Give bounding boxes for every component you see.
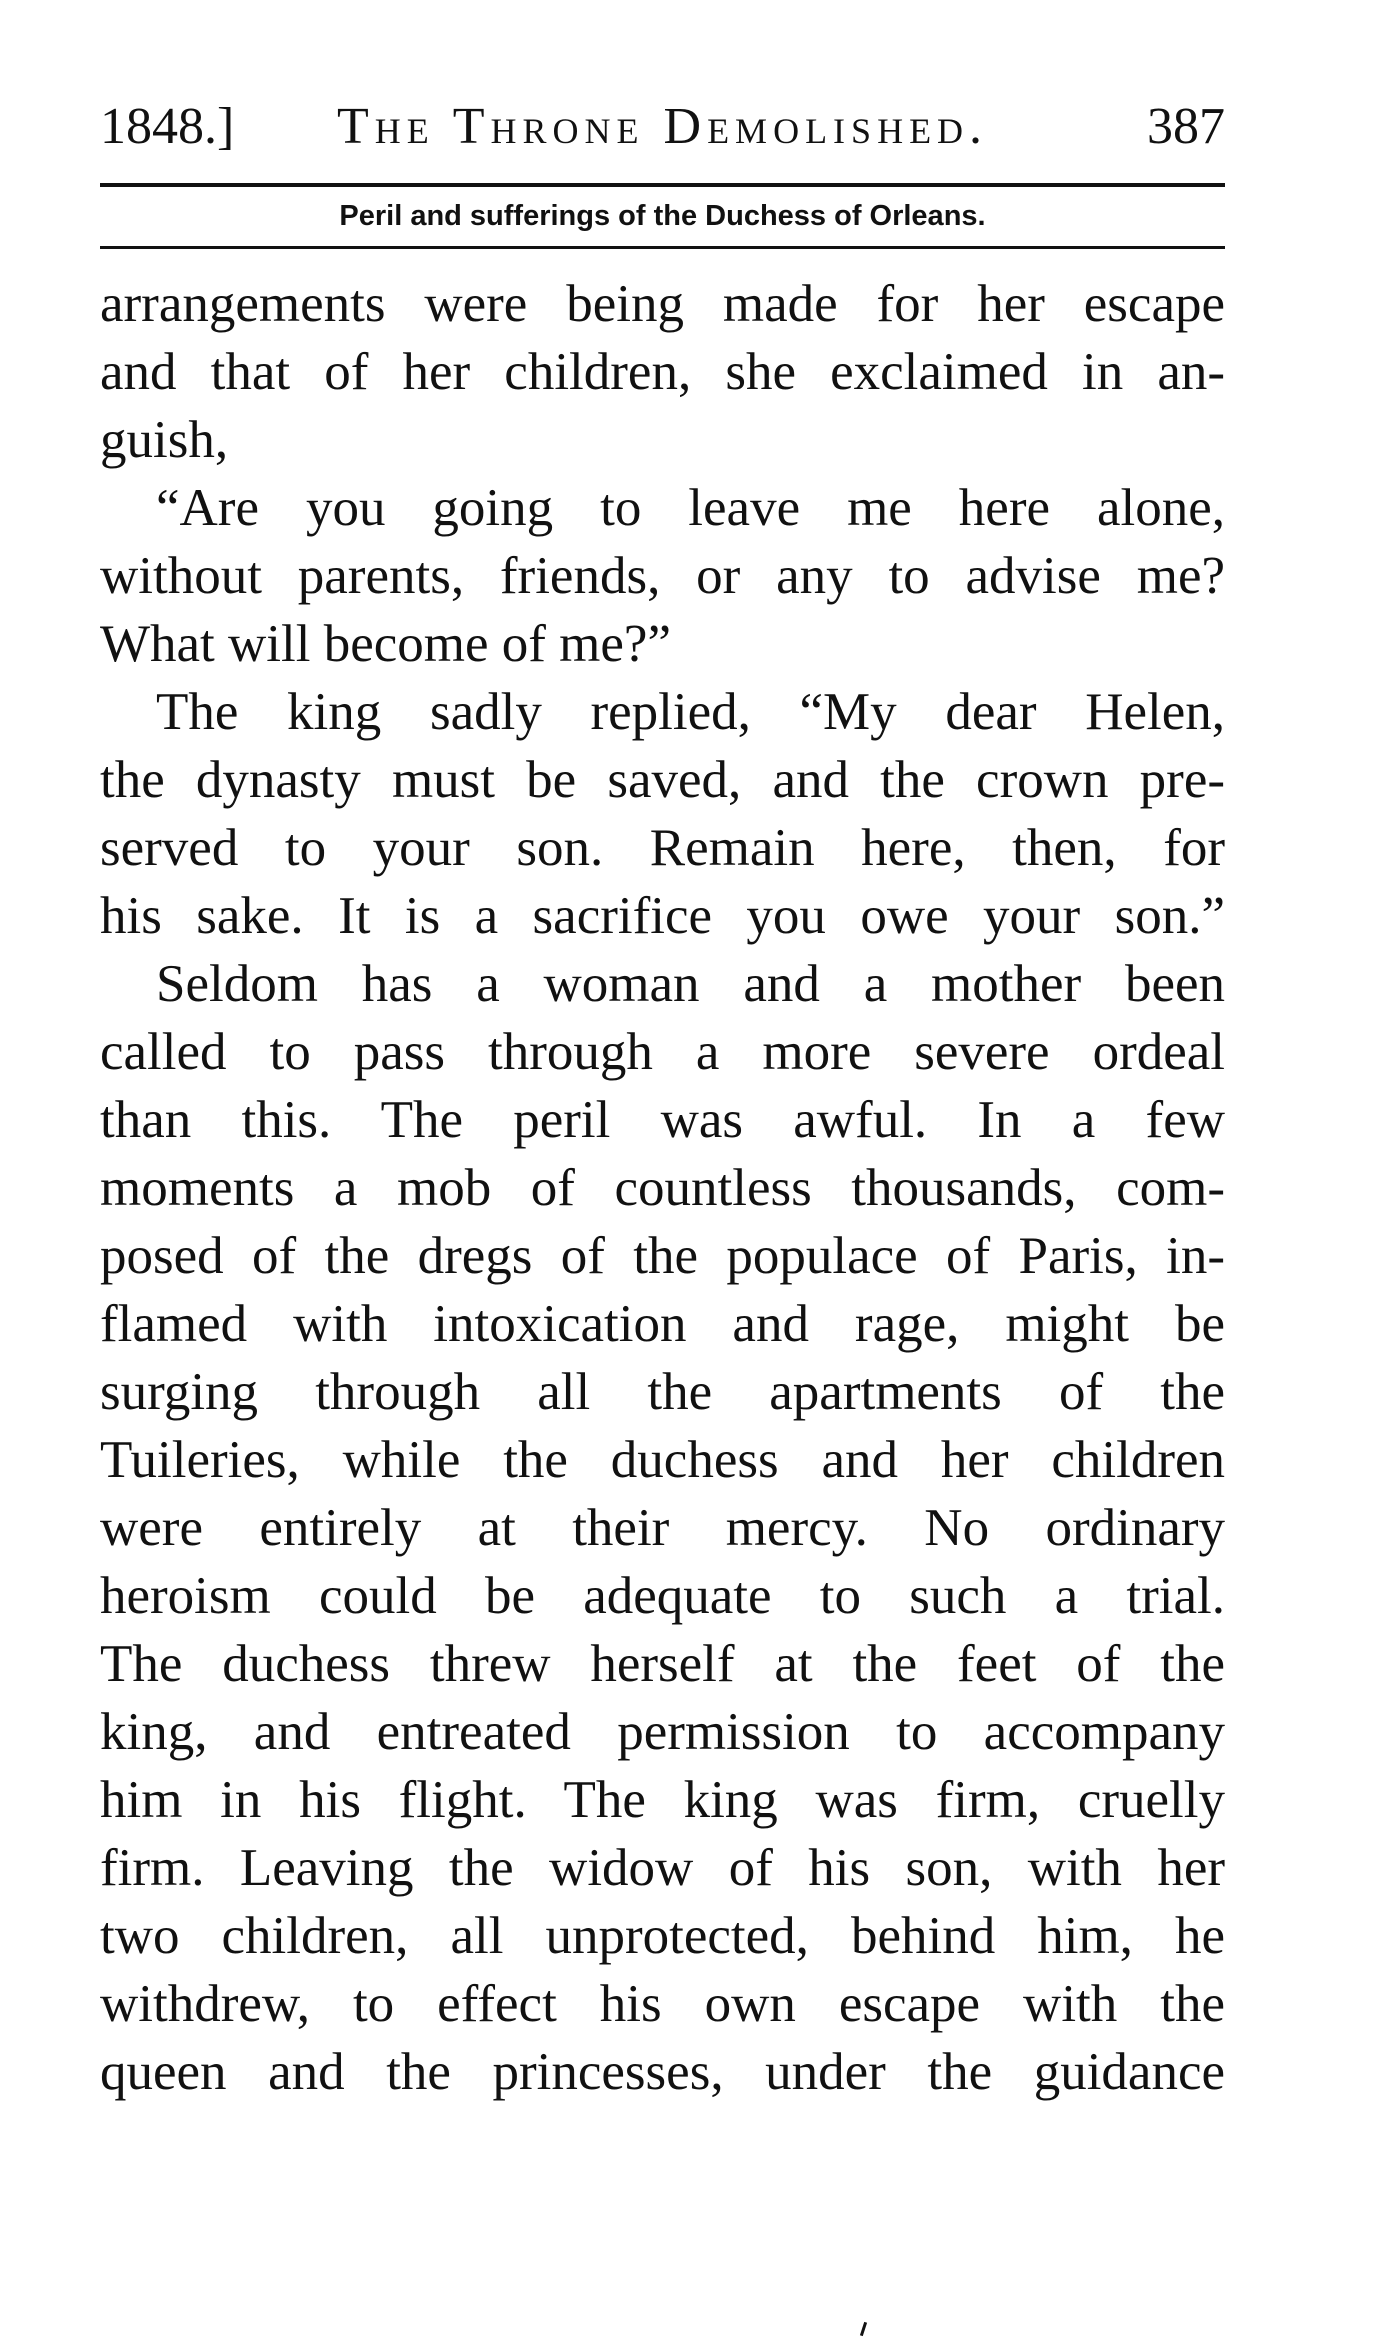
text-line: than this. The peril was awful. In a few bbox=[100, 1091, 1225, 1149]
text-line: Tuileries, while the duchess and her children bbox=[100, 1431, 1225, 1489]
header-title: The Throne Demolished. bbox=[336, 98, 989, 155]
header-year: 1848.] bbox=[100, 98, 235, 155]
text-line: moments a mob of countless thousands, com- bbox=[100, 1159, 1225, 1217]
text-line: flamed with intoxication and rage, might be bbox=[100, 1295, 1225, 1353]
text-line: queen and the princesses, under the guidance bbox=[100, 2043, 1225, 2101]
text-line: called to pass through a more severe ordeal bbox=[100, 1023, 1225, 1081]
header-rule-top bbox=[100, 183, 1225, 187]
text-line: were entirely at their mercy. No ordinary bbox=[100, 1499, 1225, 1557]
text-line: surging through all the apartments of the bbox=[100, 1363, 1225, 1421]
text-line: arrangements were being made for her escape bbox=[100, 275, 1225, 333]
text-line: and that of her children, she exclaimed in an- bbox=[100, 343, 1225, 401]
text-line: “Are you going to leave me here alone, bbox=[156, 479, 1225, 537]
text-line: posed of the dregs of the populace of Paris, in- bbox=[100, 1227, 1225, 1285]
text-line: Seldom has a woman and a mother been bbox=[156, 955, 1225, 1013]
running-head bbox=[100, 92, 1225, 162]
text-line: the dynasty must be saved, and the crown pre- bbox=[100, 751, 1225, 809]
text-line: heroism could be adequate to such a trial. bbox=[100, 1567, 1225, 1625]
body-text bbox=[100, 270, 1225, 2106]
header-rule-bottom bbox=[100, 246, 1225, 249]
text-line: without parents, friends, or any to advise me? bbox=[100, 547, 1225, 605]
text-line: guish, bbox=[100, 411, 229, 469]
text-line: What will become of me?” bbox=[100, 615, 671, 673]
print-speck bbox=[860, 2322, 867, 2336]
section-subtitle: Peril and sufferings of the Duchess of Orleans. bbox=[339, 200, 986, 232]
text-line: his sake. It is a sacrifice you owe your son.” bbox=[100, 887, 1225, 945]
text-line: served to your son. Remain here, then, for bbox=[100, 819, 1225, 877]
text-line: firm. Leaving the widow of his son, with her bbox=[100, 1839, 1225, 1897]
page-number: 387 bbox=[1147, 98, 1225, 155]
text-line: The duchess threw herself at the feet of the bbox=[100, 1635, 1225, 1693]
text-line: him in his flight. The king was firm, cruelly bbox=[100, 1771, 1225, 1829]
text-line: The king sadly replied, “My dear Helen, bbox=[156, 683, 1225, 741]
text-line: withdrew, to effect his own escape with the bbox=[100, 1975, 1225, 2033]
text-line: king, and entreated permission to accompany bbox=[100, 1703, 1225, 1761]
text-line: two children, all unprotected, behind him, he bbox=[100, 1907, 1225, 1965]
